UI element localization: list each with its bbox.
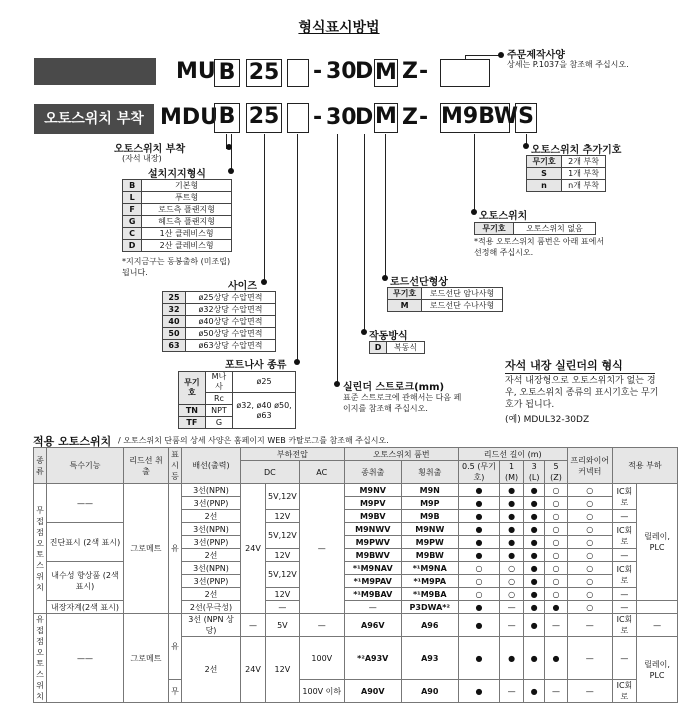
code-port-1 [287,59,309,87]
code-action-1: D [355,59,374,84]
mounting-note: *지지금구는 동봉출하 (미조립) 됩니다. [122,257,231,277]
code-z-1: Z [402,59,418,84]
action-table: D 복동식 [369,341,425,354]
model-prefix-mdu: MDU [160,105,219,130]
bullet [498,52,504,58]
dash: - [419,105,429,130]
mounting-table: B 기본형 L 푸트형 F 로드측 플랜지형 G 헤드측 플랜지형 C 1산 클레비스형 D 2산 클레비스형 [122,179,232,252]
dash: - [313,105,323,130]
order-title: 주문제작사양 [507,50,565,61]
bullet [334,381,340,387]
code-mount-1: B [214,59,240,87]
port-table: 무기호 M나사 ø25 Rc ø32, ø40 ø50, ø63 TN NPT TF G [178,371,296,429]
applicable-note: / 오토스위치 단품의 상세 사양은 홈페이지 WEB 카탈로그를 참조해 주십시오. [118,436,389,445]
page-title: 형식표시방법 [298,20,380,36]
bullet [228,168,234,174]
switch-note: *적용 오토스위치 품번은 아래 표에서 선정해 주십시오. [474,237,605,257]
code-z-2: Z [402,105,418,130]
dash: - [313,59,323,84]
model-bar-plain [34,58,156,85]
stroke-title: 실린더 스트로크(mm) [343,382,445,393]
model-prefix-mu: MU [176,59,216,84]
autoswitch-label: 오토스위치 부착 [34,104,154,134]
size-table: 25 ø25상당 수압면적 32 ø32상당 수압면적 40 ø40상당 수압면적 50 ø50상당 수압면적 63 ø63상당 수압면적 [162,291,276,352]
code-stroke-2: 30 [326,105,357,130]
switch-title: 오토스위치 [479,211,528,222]
builtin-text: 자석 내장형으로 오토스위치가 없는 경우, 오토스위치 종류의 표시기호는 무기호가 됩니다. [505,376,659,410]
applicable-switch-table: 종류 특수기능 리드선 취출 표시등 배선(출력) 부하전압 오토스위치 품번 리드선 길이 (m) 프리와이어 커넥터 적용 부하 DC AC 종취출 횡취출 0.5 (무기호) 1 (M) 3 (L) 5 (Z) 무접점 오토스위치 —— 그로메트 유 3선(NPN) 24V 5V,12V — M9NV M9N ● ● ● ○ ○ IC회로 릴레이, PLC 3선(PNP) M9PV M9P ● ● ● ○ ○ 2선 12V M9BV M9B ● ● ● ○ ○ — 진단표시 (2색 표시) 3선(NPN) 5V,12V M9NWV M9NW ● ● ● ○ ○ IC회로 3선(PNP) M9PWV M9PW ● ● ● ○ ○ 2선 12V M9BWV M9BW ● ● ● ○ ○ — 내수성 향상품 (2색 표시) 3선(NPN) 5V,12V *¹M9NAV *¹M9NA ○ ○ ● ○ ○ IC회로 3선(PNP) *¹M9PAV *¹M9PA ○ ○ ● ○ ○ 2선 12V *¹M9BAV *¹M9BA ○ ○ ● ○ ○ — 내장자계(2색 표시) 2선(무극성) — — P3DWA*² ● — ● ● ○ — 유접점 오토스위치 —— 그로메트 유 3선 (NPN 상당) — 5V — A96V A96 ● — ● — — IC회로 — 2선 24V 12V 100V *²A93V A93 ● ● ● ● — — 릴레이, PLC 무 100V 이하 A90V A90 ● — ● — — IC회로 [33,447,678,703]
applicable-title: 적용 오토스위치 [33,435,112,448]
size-title: 사이즈 [228,281,257,292]
builtin-example: (예) MDUL32-30DZ [505,415,590,425]
code-mount-2: B [214,103,240,133]
port-title: 포트나사 종류 [225,360,287,371]
swadd-table: 무기호 2개 부착 S 1개 부착 n n개 부착 [526,155,606,192]
dash: - [419,59,429,84]
action-title: 작동방식 [369,331,408,342]
bullet [471,209,477,215]
autosw-mount-title: 오토스위치 부착 [114,144,186,155]
swadd-title: 오토스위치 추가기호 [531,145,622,156]
code-switch-2: M9BW [440,103,510,133]
bullet [361,329,367,335]
stroke-note: 표준 스트로크에 관해서는 다음 페이지를 참조해 주십시오. [343,393,462,413]
code-rod-2: M [374,103,398,133]
bullet [226,144,232,150]
bullet [523,143,529,149]
code-size-1: 25 [246,59,282,87]
autosw-mount-sub: (자석 내장) [122,154,162,163]
switch-table: 무기호 오토스위치 없음 [474,222,596,235]
order-note: 상세는 P.1037을 참조해 주십시오. [507,60,629,69]
bullet [382,275,388,281]
code-stroke-1: 30 [326,59,357,84]
bullet [261,279,267,285]
rod-title: 로드선단형상 [390,277,448,288]
code-swadd-2: S [515,103,537,133]
mounting-title: 설치지지형식 [148,169,206,180]
bullet [294,359,300,365]
code-action-2: D [355,105,374,130]
code-port-2 [287,103,309,133]
code-size-2: 25 [246,103,282,133]
code-order-1 [440,59,490,87]
code-rod-1: M [375,60,397,85]
builtin-title: 자석 내장 실린더의 형식 [505,357,655,374]
rod-table: 무기호 로드선단 암나사형 M 로드선단 수나사형 [387,287,503,312]
